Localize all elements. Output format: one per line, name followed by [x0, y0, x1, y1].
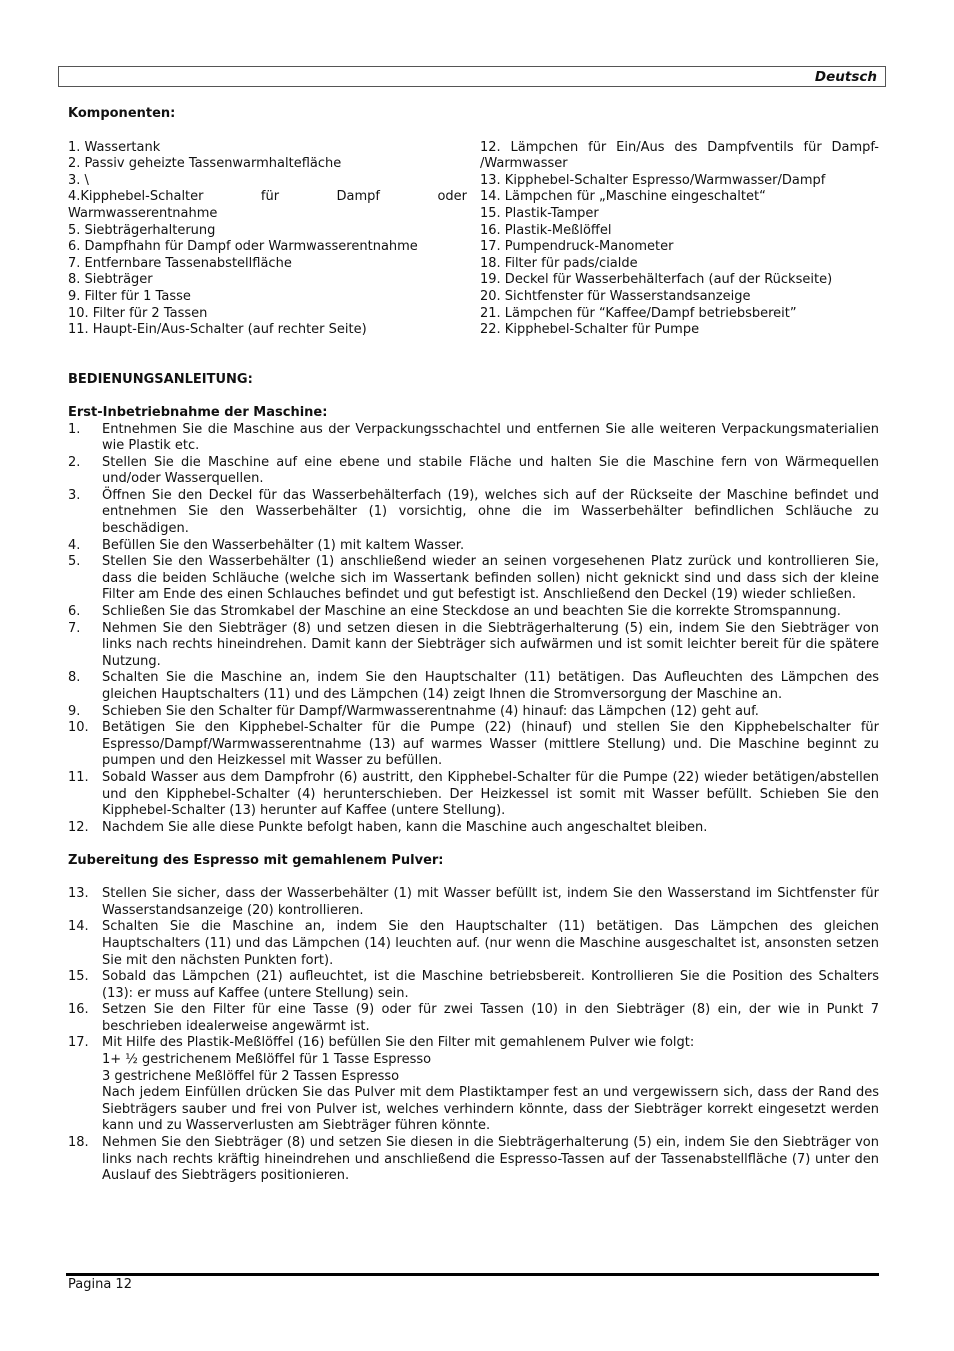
component-item: 14. Lämpchen für „Maschine eingeschaltet“ [480, 189, 766, 205]
components-left-column [68, 140, 467, 339]
component-item: 19. Deckel für Wasserbehälterfach (auf der Rückseite) [480, 272, 833, 288]
component-item: 16. Plastik-Meßlöffel [480, 222, 612, 238]
step-subline: 3 gestrichene Meßlöffel für 2 Tassen Espresso [102, 1068, 400, 1084]
list-item [68, 488, 879, 538]
espresso-title: Zubereitung des Espresso mit gemahlenem Pulver: [68, 852, 444, 868]
component-item: 2. Passiv geheizte Tassenwarmhaltefläche [68, 156, 342, 172]
step-text: Stellen Sie den Wasserbehälter (1) anschließend wieder an seinen vorgesehenen Platz zurück und kontrollieren Sie, dass die beiden Schläuche (welche sich im Wassertank befinden sollen) nicht geknickt sind und dass sich der kleine Filter am Ende des einen Schlauches befindet und gut befestigt ist. Anschließend den Deckel (19) wieder schließen. [102, 554, 879, 603]
list-item [68, 770, 879, 820]
step-number: 12. [68, 819, 89, 835]
step-subline: Nach jedem Einfüllen drücken Sie das Pulver mit dem Plastiktamper fest an und vergewissern sich, dass der Rand des Siebträgers sauber und frei von Pulver ist, welches verhindern könnte, dass der Siebträger korrekt eingesetzt werden kann und zu Wasserverlusten am Siebträger führen könnte. [102, 1085, 879, 1134]
step-number: 13. [68, 886, 89, 902]
step-number: 18. [68, 1135, 89, 1151]
step-number: 7. [68, 620, 81, 636]
component-item: /Warmwasser [480, 156, 568, 172]
list-item [68, 919, 879, 969]
component-item: 7. Entfernbare Tassenabstellfläche [68, 255, 292, 271]
language-label: Deutsch [814, 69, 877, 85]
component-item: 21. Lämpchen für “Kaffee/Dampf betriebsbereit” [480, 305, 797, 321]
first-use-steps [68, 422, 879, 837]
list-item [68, 455, 879, 488]
step-text: Stellen Sie sicher, dass der Wasserbehälter (1) mit Wasser befüllt ist, indem Sie den Wasserstand im Sichtfenster für Wasserstandsanzeige (20) kontrollieren. [102, 886, 879, 918]
component-item: 6. Dampfhahn für Dampf oder Warmwasserentnahme [68, 239, 418, 255]
list-item [68, 886, 879, 919]
espresso-steps [68, 886, 879, 1185]
step-number: 2. [68, 454, 81, 470]
step-number: 5. [68, 554, 81, 570]
manual-title: BEDIENUNGSANLEITUNG: [68, 371, 253, 387]
component-item: 8. Siebträger [68, 272, 153, 288]
first-use-title: Erst-Inbetriebnahme der Maschine: [68, 404, 328, 420]
components-columns [68, 140, 879, 339]
list-item [68, 704, 879, 721]
component-item: 5. Siebträgerhalterung [68, 222, 216, 238]
footer-divider [66, 1273, 879, 1276]
step-text: Nehmen Sie den Siebträger (8) und setzen diesen in die Siebträgerhalterung (5) ein, indem Sie den Siebträger von links nach rechts hineindrehen. Damit kann der Siebträger sich aufwärmen und ist somit leichter bereit für die spätere Nutzung. [102, 620, 879, 669]
component-item: Warmwasserentnahme [68, 205, 218, 221]
components-right-column [480, 140, 879, 339]
component-item: 13. Kipphebel-Schalter Espresso/Warmwasser/Dampf [480, 172, 826, 188]
step-number: 16. [68, 1002, 89, 1018]
components-title: Komponenten: [68, 106, 176, 121]
step-number: 14. [68, 919, 89, 935]
step-number: 4. [68, 537, 81, 553]
step-text: Sobald Wasser aus dem Dampfrohr (6) austritt, den Kipphebel-Schalter für die Pumpe (22) wieder betätigen/abstellen und den Kipphebel-Schalter (4) herunterschieben. Der Heizkessel ist somit mit Wasser befüllt. Schieben Sie den Kipphebel-Schalter (13) herunter auf Kaffee (untere Stellung). [102, 769, 879, 819]
step-number: 8. [68, 670, 81, 686]
component-item: 22. Kipphebel-Schalter für Pumpe [480, 322, 700, 338]
step-number: 1. [68, 421, 81, 437]
component-item: 11. Haupt-Ein/Aus-Schalter (auf rechter Seite) [68, 322, 367, 338]
step-number: 9. [68, 703, 81, 719]
component-item: 20. Sichtfenster für Wasserstandsanzeige [480, 288, 751, 304]
step-text: Betätigen Sie den Kipphebel-Schalter für die Pumpe (22) (hinauf) und stellen Sie den Kipphebelschalter für Espresso/Dampf/Warmwasserentnahme (13) auf warmes Wasser (mittlere Stellung) und. Die Maschine beginnt zu pumpen und den Heizkessel mit Wasser zu befüllen. [102, 720, 879, 769]
component-item: 17. Pumpendruck-Manometer [480, 239, 674, 255]
list-item [68, 1002, 879, 1035]
step-text: Mit Hilfe des Plastik-Meßlöffel (16) befüllen Sie den Filter mit gemahlenem Pulver wie folgt: [102, 1035, 695, 1051]
step-text: Setzen Sie den Filter für eine Tasse (9) oder für zwei Tassen (10) in den Siebträger (8) ein, der wie in Punkt 7 beschrieben idealerweise angewärmt ist. [102, 1002, 879, 1034]
step-number: 3. [68, 487, 81, 503]
step-body [102, 1035, 879, 1135]
list-item [68, 604, 879, 621]
step-text: Nehmen Sie den Siebträger (8) und setzen Sie diesen in die Siebträgerhalterung (5) ein, indem Sie den Siebträger von links nach rechts kräftig hineindrehen und anschließend die Espresso-Tassen auf der Tassenabstellfläche (7) unter den Auslauf des Siebträgers positionieren. [102, 1135, 879, 1184]
step-subline: 1+ ½ gestrichenem Meßlöffel für 1 Tasse Espresso [102, 1052, 432, 1068]
page-header [58, 66, 886, 87]
list-item [68, 720, 879, 770]
page-number: Pagina 12 [68, 1277, 132, 1292]
page-content [68, 106, 879, 1185]
step-number: 6. [68, 604, 81, 620]
list-item [68, 1135, 879, 1185]
list-item [68, 422, 879, 455]
step-text: Schieben Sie den Schalter für Dampf/Warmwasserentnahme (4) hinauf: das Lämpchen (12) geht auf. [102, 703, 759, 719]
list-item [68, 1035, 879, 1135]
component-item: 15. Plastik-Tamper [480, 205, 599, 221]
step-text: Schalten Sie die Maschine an, indem Sie den Hauptschalter (11) betätigen. Das Aufleuchten des Lämpchen des gleichen Hauptschalters (11) und des Lämpchen (14) zeigt Ihnen die Stromversorgung der Maschine an. [102, 670, 879, 702]
list-item [68, 554, 879, 604]
component-item: 3. \ [68, 172, 89, 188]
step-text: Stellen Sie die Maschine auf eine ebene und stabile Fläche und halten Sie die Maschine fern von Wärmequellen und/oder Wasserquellen. [102, 454, 879, 487]
component-item: 4.Kipphebel-Schalter für Dampf oder [68, 189, 467, 205]
component-item: 10. Filter für 2 Tassen [68, 305, 208, 321]
step-text: Öffnen Sie den Deckel für das Wasserbehälterfach (19), welches sich auf der Rückseite der Maschine befindet und entnehmen Sie den Wasserbehälter (1) vorsichtig, ohne die im Wasserbehälter befindlichen Schläuche zu beschädigen. [102, 487, 879, 537]
list-item [68, 969, 879, 1002]
step-text: Schließen Sie das Stromkabel der Maschine an eine Steckdose an und beachten Sie die korrekte Stromspannung. [102, 604, 841, 620]
component-item: 1. Wassertank [68, 139, 161, 155]
component-item: 9. Filter für 1 Tasse [68, 288, 191, 304]
step-number: 11. [68, 769, 89, 785]
step-text: Entnehmen Sie die Maschine aus der Verpackungsschachtel und entfernen Sie alle weiteren Verpackungsmaterialien wie Plastik etc. [102, 421, 879, 454]
step-number: 15. [68, 969, 89, 985]
step-number: 17. [68, 1035, 89, 1051]
step-text: Befüllen Sie den Wasserbehälter (1) mit kaltem Wasser. [102, 537, 465, 553]
step-text: Schalten Sie die Maschine an, indem Sie den Hauptschalter (11) betätigen. Das Lämpchen des gleichen Hauptschalters (11) und das Lämpchen (14) leuchten auf. (nur wenn die Maschine ausgeschaltet ist, ansonsten setzen Sie mit den nächsten Punkten fort). [102, 919, 879, 968]
list-item [68, 670, 879, 703]
step-text: Nachdem Sie alle diese Punkte befolgt haben, kann die Maschine auch angeschaltet bleiben. [102, 819, 708, 835]
component-item: 12. Lämpchen für Ein/Aus des Dampfventils für Dampf- [480, 139, 879, 155]
list-item [68, 820, 879, 837]
component-item: 18. Filter für pads/cialde [480, 255, 638, 271]
list-item [68, 538, 879, 555]
list-item [68, 621, 879, 671]
step-text: Sobald das Lämpchen (21) aufleuchtet, ist die Maschine betriebsbereit. Kontrollieren Sie die Position des Schalters (13): er muss auf Kaffee (untere Stellung) sein. [102, 969, 879, 1001]
step-number: 10. [68, 720, 89, 736]
